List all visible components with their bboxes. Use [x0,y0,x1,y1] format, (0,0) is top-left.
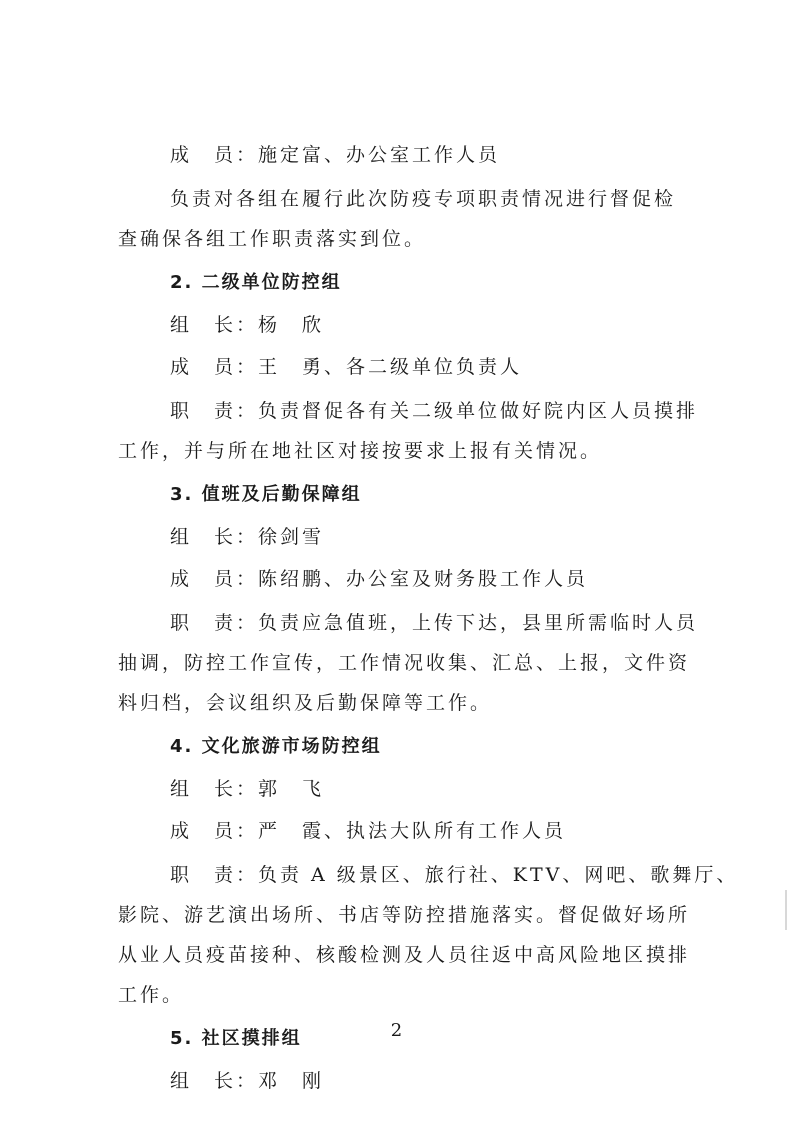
section-3-duty [118,603,699,723]
section-3-leader: 组 长：徐剑雪 [170,526,325,548]
section-4-title: 4. 文化旅游市场防控组 [170,736,382,757]
section-4-duty-line-2: 影院、游艺演出场所、书店等防控措施落实。督促做好场所 [118,904,691,926]
section-4-duty-line-4: 工作。 [118,984,185,1006]
section-3-duty-line-2: 抽调，防控工作宣传，工作情况收集、汇总、上报，文件资 [118,652,691,674]
section-2-duty-line-2: 工作，并与所在地社区对接按要求上报有关情况。 [118,440,603,462]
section-3-duty-line-1: 职 责：负责应急值班，上传下达，县里所需临时人员 [170,612,699,634]
section-4-duty [118,855,739,1015]
section-4-leader: 组 长：郭 飞 [170,778,325,800]
section-5-leader: 组 长：邓 刚 [170,1070,325,1092]
document-body [118,137,739,1105]
section-2-leader: 组 长：杨 欣 [170,314,325,336]
intro-duty [118,179,683,259]
section-4-duty-line-3: 从业人员疫苗接种、核酸检测及人员往返中高风险地区摸排 [118,944,691,966]
section-4-duty-line-1: 职 责：负责 A 级景区、旅行社、KTV、网吧、歌舞厅、 [170,864,739,886]
section-5-title: 5. 社区摸排组 [170,1028,302,1049]
intro-members: 成 员：施定富、办公室工作人员 [170,144,501,166]
scan-artifact-mark [785,890,787,930]
section-2-members: 成 员：王 勇、各二级单位负责人 [170,356,523,378]
section-2-duty [118,391,699,471]
section-3-duty-line-3: 料归档，会议组织及后勤保障等工作。 [118,692,493,714]
intro-duty-line-2: 查确保各组工作职责落实到位。 [118,228,427,250]
intro-duty-line-1: 负责对各组在履行此次防疫专项职责情况进行督促检 [170,188,677,210]
section-2-title: 2. 二级单位防控组 [170,272,342,293]
section-2-duty-line-1: 职 责：负责督促各有关二级单位做好院内区人员摸排 [170,400,699,422]
section-3-members: 成 员：陈绍鹏、办公室及财务股工作人员 [170,568,589,590]
section-4-members: 成 员：严 霞、执法大队所有工作人员 [170,820,567,842]
page-number: 2 [390,1020,403,1041]
section-3-title: 3. 值班及后勤保障组 [170,484,362,505]
